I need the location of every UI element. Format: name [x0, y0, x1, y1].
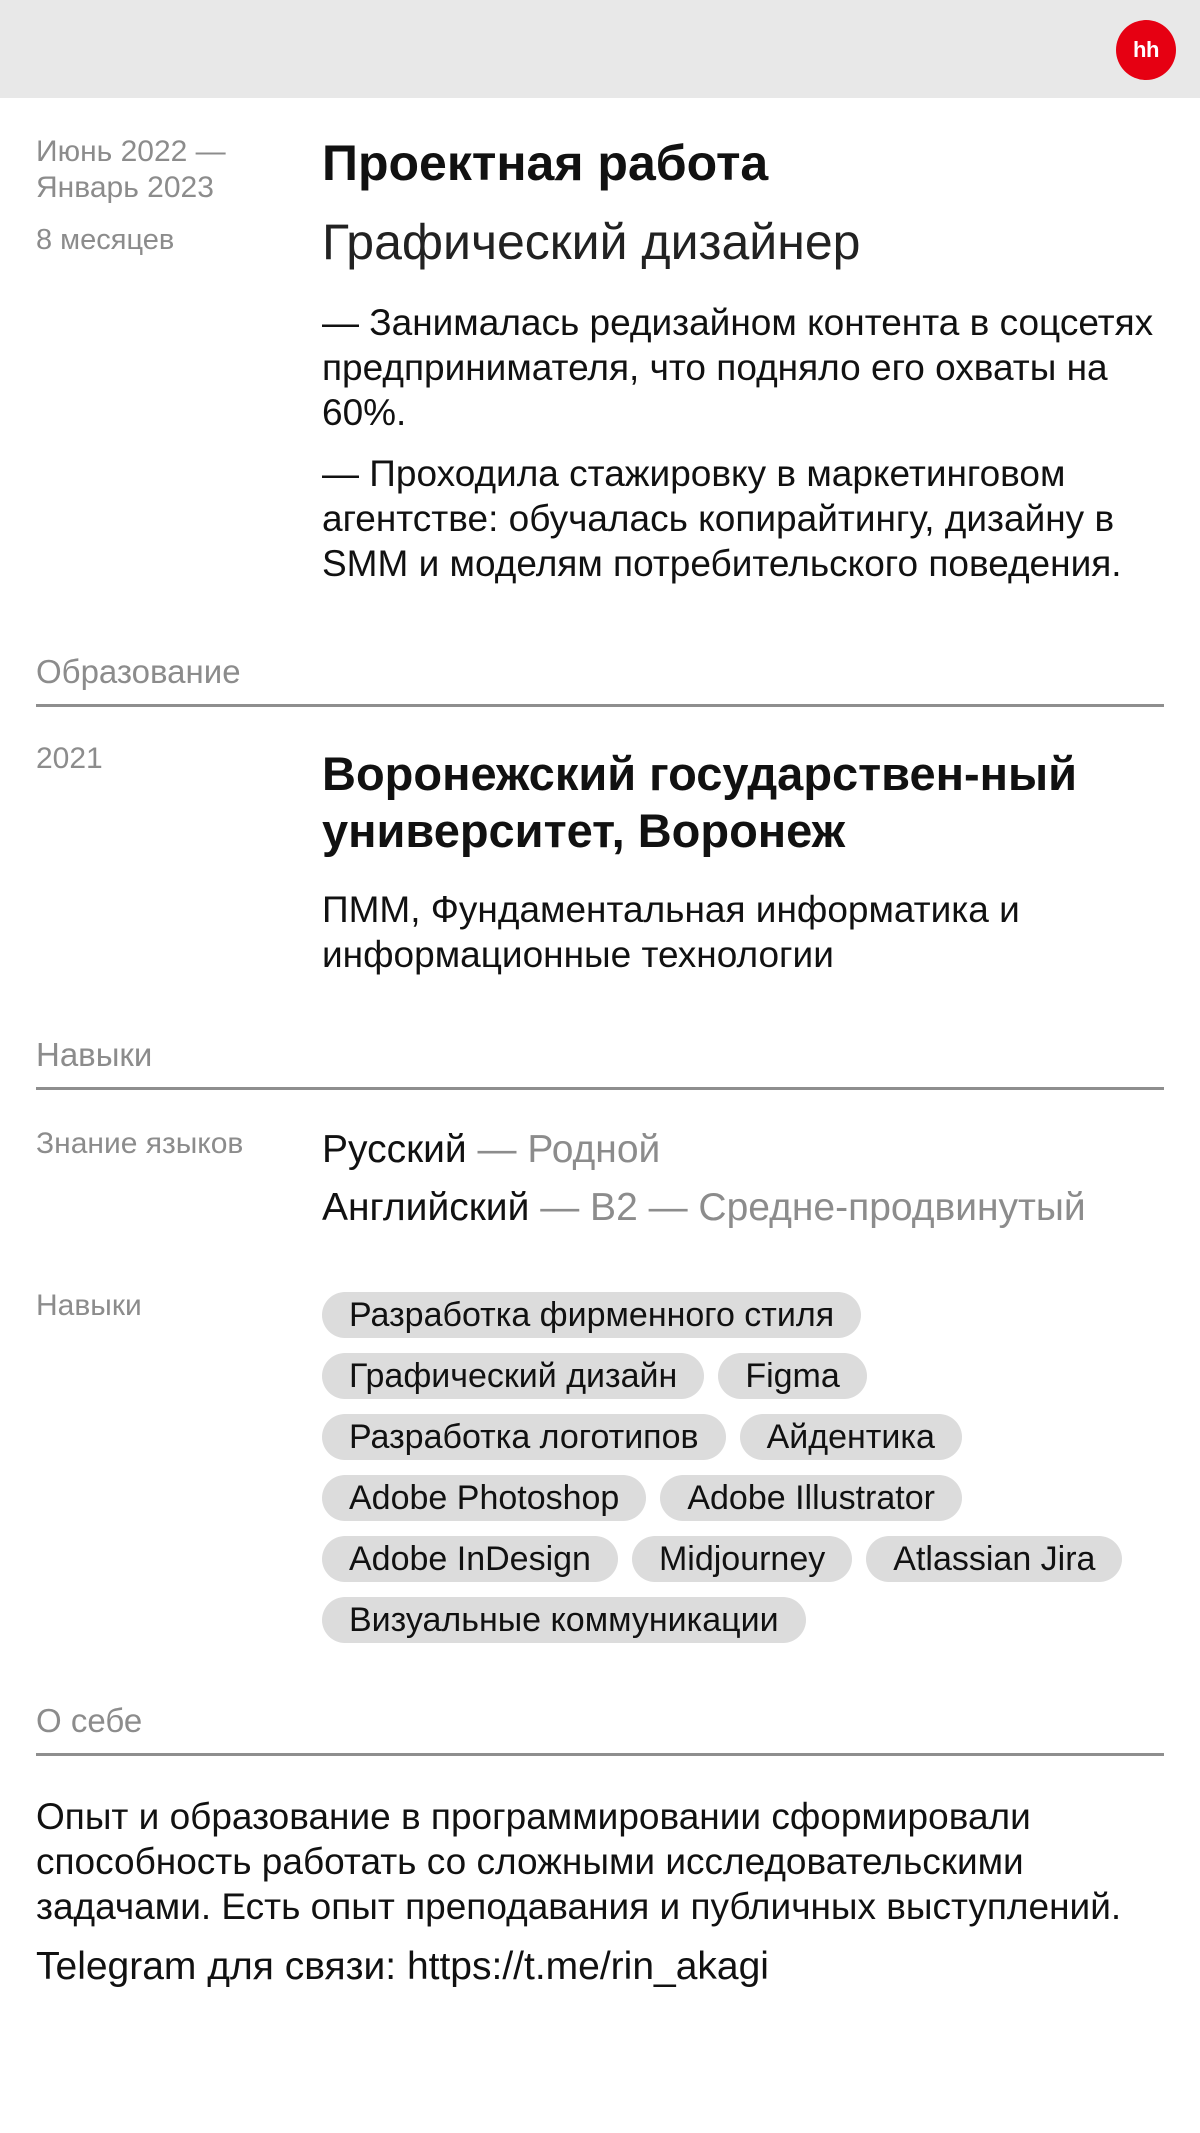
contact-line: Telegram для связи: https://t.me/rin_akagi	[36, 1945, 769, 1988]
language-name: Английский	[322, 1186, 530, 1229]
skill-chip: Adobe Photoshop	[322, 1475, 646, 1521]
section-heading-education: Образование	[36, 650, 1164, 707]
experience-entry	[36, 98, 1164, 602]
skill-chip: Айдентика	[740, 1414, 962, 1460]
skill-chip: Графический дизайн	[322, 1353, 704, 1399]
experience-bullet: — Занималась редизайном контента в соцсетях предпринимателя, что подняло его охваты на 60%.	[322, 302, 1154, 433]
language-level: — Родной	[466, 1128, 661, 1171]
experience-role: Графический дизайнер	[322, 214, 861, 270]
skills-block	[36, 1242, 1164, 1643]
languages-block	[36, 1090, 1164, 1242]
language-item	[322, 1184, 1164, 1232]
skills-label: Навыки	[36, 1289, 142, 1322]
resume-content	[36, 98, 1164, 1991]
experience-period: Июнь 2022 — Январь 2023	[36, 135, 226, 204]
language-level: — B2 — Средне-продвинутый	[529, 1186, 1086, 1229]
languages-list	[322, 1126, 1164, 1242]
skill-chip: Atlassian Jira	[866, 1536, 1122, 1582]
languages-label: Знание языков	[36, 1127, 244, 1160]
skill-chip: Визуальные коммуникации	[322, 1597, 806, 1643]
experience-duration: 8 месяцев	[36, 224, 175, 256]
skill-chip: Разработка логотипов	[322, 1414, 726, 1460]
education-entry	[36, 707, 1164, 977]
experience-bullets	[322, 300, 1164, 586]
education-details	[322, 741, 1164, 977]
education-year: 2021	[36, 742, 103, 775]
section-heading-about: О себе	[36, 1699, 1164, 1756]
language-item	[322, 1126, 1164, 1174]
experience-company: Проектная работа	[322, 135, 769, 191]
skill-chip: Figma	[718, 1353, 866, 1399]
skill-chips	[322, 1292, 1182, 1643]
about-text: Опыт и образование в программировании сформировали способность работать со сложными исследовательскими задачами. Есть опыт преподавания и публичных выступлений.	[36, 1796, 1122, 1927]
language-name: Русский	[322, 1128, 467, 1171]
skill-chip: Adobe InDesign	[322, 1536, 618, 1582]
experience-details	[322, 134, 1164, 602]
hh-logo[interactable]: hh	[1116, 20, 1176, 80]
skill-chip: Midjourney	[632, 1536, 852, 1582]
skills-list	[322, 1288, 1182, 1643]
section-heading-skills: Навыки	[36, 1033, 1164, 1090]
experience-dates	[36, 134, 322, 258]
experience-bullet: — Проходила стажировку в маркетинговом агентстве: обучалась копирайтингу, дизайну в SMM и моделям потребительского поведения.	[322, 453, 1122, 584]
skill-chip: Разработка фирменного стиля	[322, 1292, 861, 1338]
education-faculty: ПММ, Фундаментальная информатика и информационные технологии	[322, 889, 1020, 975]
education-institution: Воронежский государствен-ный университет, Воронеж	[322, 747, 1078, 857]
skill-chip: Adobe Illustrator	[660, 1475, 962, 1521]
top-bar	[0, 0, 1200, 98]
